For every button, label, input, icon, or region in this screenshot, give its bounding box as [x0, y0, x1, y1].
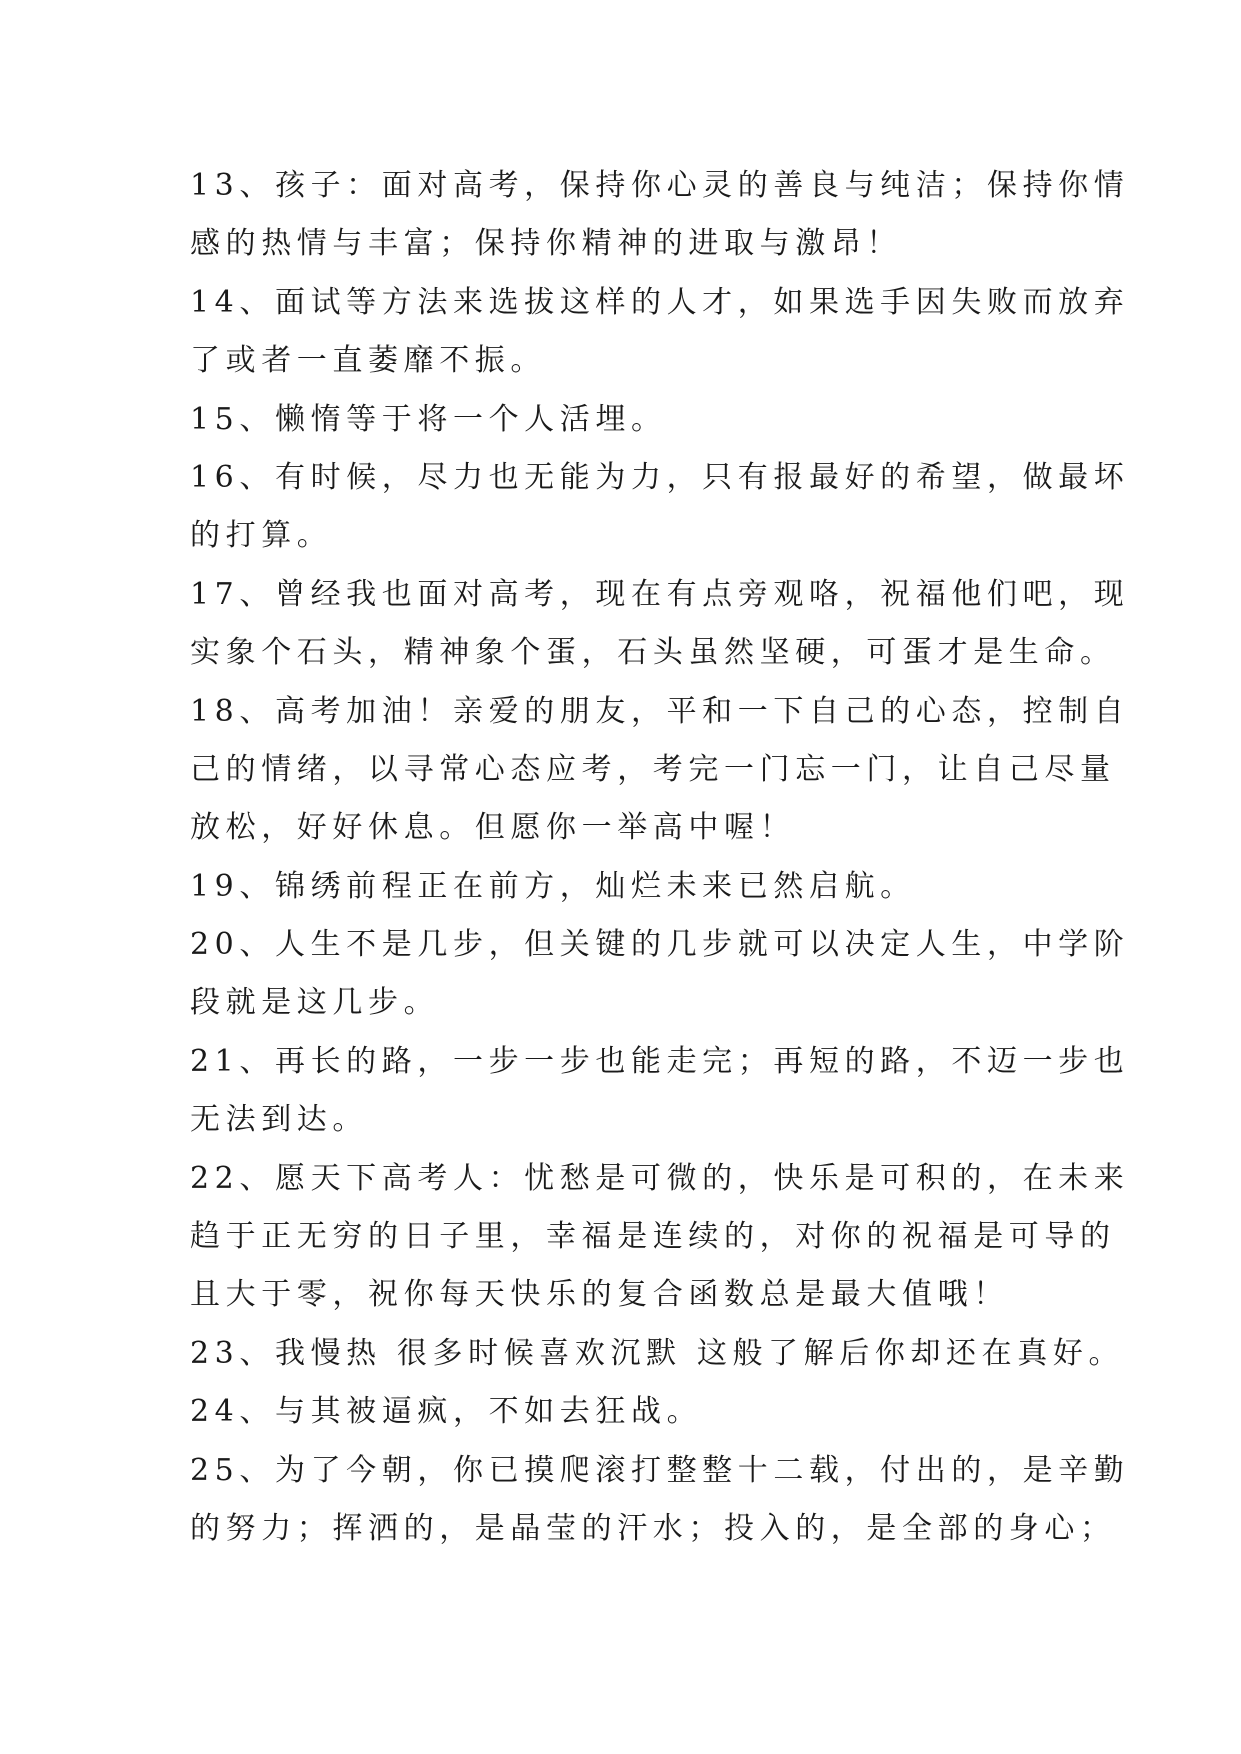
text-line: 24、与其被逼疯，不如去狂战。 — [190, 1394, 703, 1430]
text-line: 放松，好好休息。但愿你一举高中喔！ — [190, 810, 796, 846]
text-line: 且大于零，祝你每天快乐的复合函数总是最大值哦！ — [190, 1277, 1009, 1313]
text-line: 16、有时候，尽力也无能为力，只有报最好的希望，做最坏 — [190, 459, 1130, 495]
text-line: 感的热情与丰富；保持你精神的进取与激昂！ — [190, 226, 902, 262]
text-line: 14、面试等方法来选拔这样的人才，如果选手因失败而放弃 — [190, 284, 1130, 320]
text-line: 己的情绪，以寻常心态应考，考完一门忘一门，让自己尽量 — [190, 751, 1116, 787]
text-line: 17、曾经我也面对高考，现在有点旁观咯，祝福他们吧，现 — [190, 576, 1130, 612]
text-line: 13、孩子：面对高考，保持你心灵的善良与纯洁；保持你情 — [190, 168, 1130, 203]
text-line: 19、锦绣前程正在前方，灿烂未来已然启航。 — [190, 868, 916, 904]
document-page — [190, 157, 1130, 1558]
text-line: 18、高考加油！亲爱的朋友，平和一下自己的心态，控制自 — [190, 693, 1130, 729]
text-line: 22、愿天下高考人：忧愁是可微的，快乐是可积的，在未来 — [190, 1160, 1130, 1196]
text-line: 15、懒惰等于将一个人活埋。 — [190, 401, 667, 437]
text-line: 实象个石头，精神象个蛋，石头虽然坚硬，可蛋才是生命。 — [190, 635, 1116, 671]
text-line: 的打算。 — [190, 518, 333, 554]
text-line: 21、再长的路，一步一步也能走完；再短的路，不迈一步也 — [190, 1043, 1130, 1079]
text-line: 23、我慢热 很多时候喜欢沉默 这般了解后你却还在真好。 — [190, 1335, 1125, 1371]
text-line: 20、人生不是几步，但关键的几步就可以决定人生，中学阶 — [190, 927, 1130, 963]
text-line: 的努力；挥洒的，是晶莹的汗水；投入的，是全部的身心； — [190, 1510, 1116, 1546]
text-line: 段就是这几步。 — [190, 985, 440, 1021]
text-line: 趋于正无穷的日子里，幸福是连续的，对你的祝福是可导的 — [190, 1219, 1116, 1255]
text-line: 25、为了今朝，你已摸爬滚打整整十二载，付出的，是辛勤 — [190, 1452, 1130, 1488]
text-line: 无法到达。 — [190, 1102, 368, 1138]
text-line: 了或者一直萎靡不振。 — [190, 343, 546, 379]
